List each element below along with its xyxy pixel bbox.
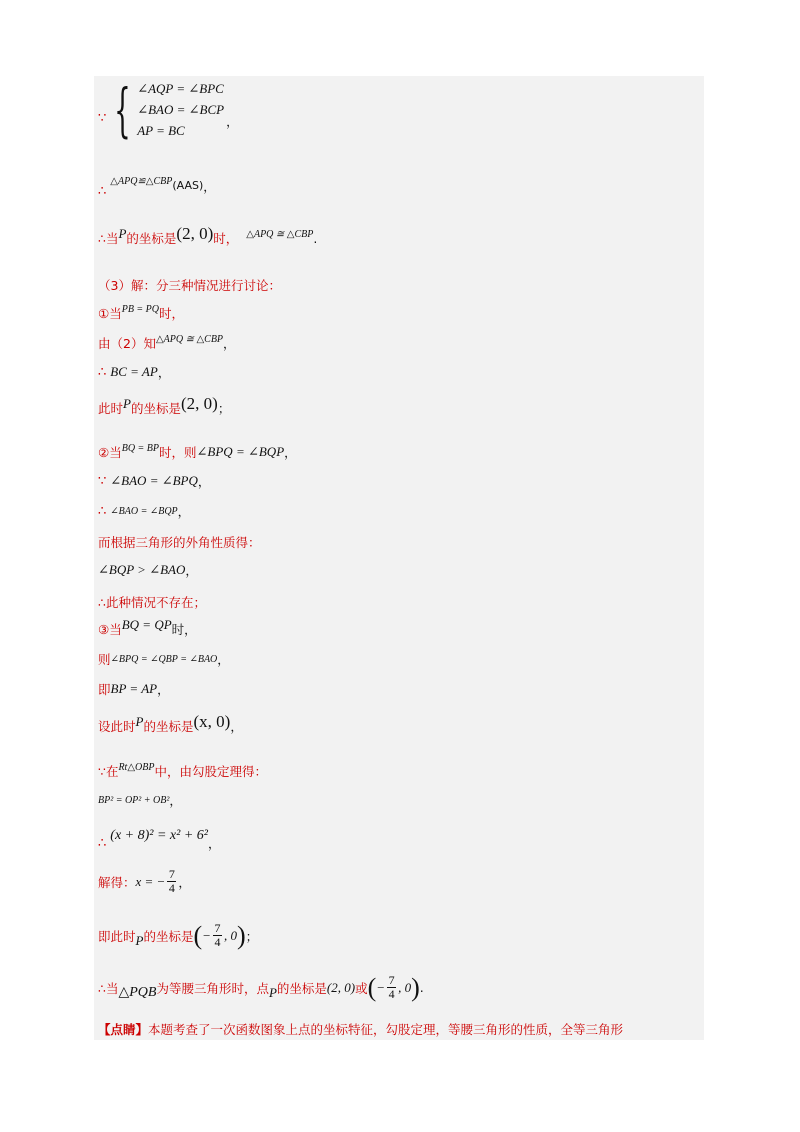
line-conclusion: ∴当 △PQB 为等腰三角形时，点 P 的坐标是 (2, 0) 或 ( − $\frac{7}{4}$ , 0 ) . <box>98 972 424 1002</box>
system-row-2: ∠BAO = ∠BCP <box>137 102 225 117</box>
line-case1: ①当 PB = PQ 时， <box>98 303 185 321</box>
line-exterior-angle: 而根据三角形的外角性质得： <box>98 535 261 550</box>
line-case3-result: 即此时 P 的坐标是 ( − $\frac{7}{4}$ , 0 ) ； <box>98 920 259 950</box>
line-p-coordinate-congruence: ∴当 P 的坐标是 (2, 0) 时， △APQ ≅ △CBP . <box>98 224 318 246</box>
line-case2: ②当 BQ = BP 时，则 ∠BPQ = ∠BQP ， <box>98 442 297 460</box>
equation-system <box>98 75 239 144</box>
line-key-point: 【点睛】 本题考查了一次函数图象上点的坐标特征，勾股定理，等腰三角形的性质，全等三角形 <box>98 1022 624 1037</box>
left-brace: { <box>114 75 132 144</box>
line-solve: 解得： x = − $\frac{7}{4}$ ， <box>98 867 191 895</box>
line-bao-bpq: ∵ ∠BAO = ∠BPQ ， <box>98 473 211 489</box>
line-equation: ∴ (x + 8)² = x² + 6² ， <box>98 828 221 851</box>
line-not-exist: ∴此种情况不存在； <box>98 595 206 610</box>
line-case1-result: 此时 P 的坐标是 (2, 0) ； <box>98 394 231 416</box>
line-congruent-aas: ∴ △APQ≌△CBP (AAS) ， <box>98 176 216 199</box>
line-case3: ③当 BQ = QP 时， <box>98 617 197 637</box>
key-point-tag: 【点睛】 <box>98 1022 149 1037</box>
because-symbol: ∵ <box>98 111 107 126</box>
line-from-part2: 由（2）知 △APQ ≅ △CBP ， <box>98 333 236 351</box>
system-tail: ， <box>226 113 239 129</box>
line-bp-equals-ap: 即 BP = AP ， <box>98 681 170 697</box>
system-rows <box>137 78 224 141</box>
fraction: $\frac{7}{4}$ <box>168 867 175 895</box>
system-row-3: AP = BC <box>137 123 185 138</box>
line-part3-intro: （3）解：分三种情况进行讨论： <box>98 278 281 293</box>
line-set-p: 设此时 P 的坐标是 (x, 0) ， <box>98 712 243 734</box>
line-angles-equal: 则 ∠BPQ = ∠QBP = ∠BAO ， <box>98 652 230 667</box>
content-panel <box>94 76 704 1040</box>
line-bc-equals-ap: ∴ BC = AP ， <box>98 364 171 380</box>
system-row-1: ∠AQP = ∠BPC <box>137 81 224 96</box>
line-bqp-gt-bao: ∠BQP > ∠BAO ， <box>98 562 198 578</box>
line-pythagoras: ∵在 Rt△OBP 中，由勾股定理得： <box>98 761 267 779</box>
fraction: $\frac{7}{4}$ <box>214 921 221 949</box>
line-bp-squared: BP² = OP² + OB² ， <box>98 793 182 808</box>
fraction: $\frac{7}{4}$ <box>388 973 395 1001</box>
line-bao-bqp: ∴ ∠BAO = ∠BQP ， <box>98 503 191 519</box>
